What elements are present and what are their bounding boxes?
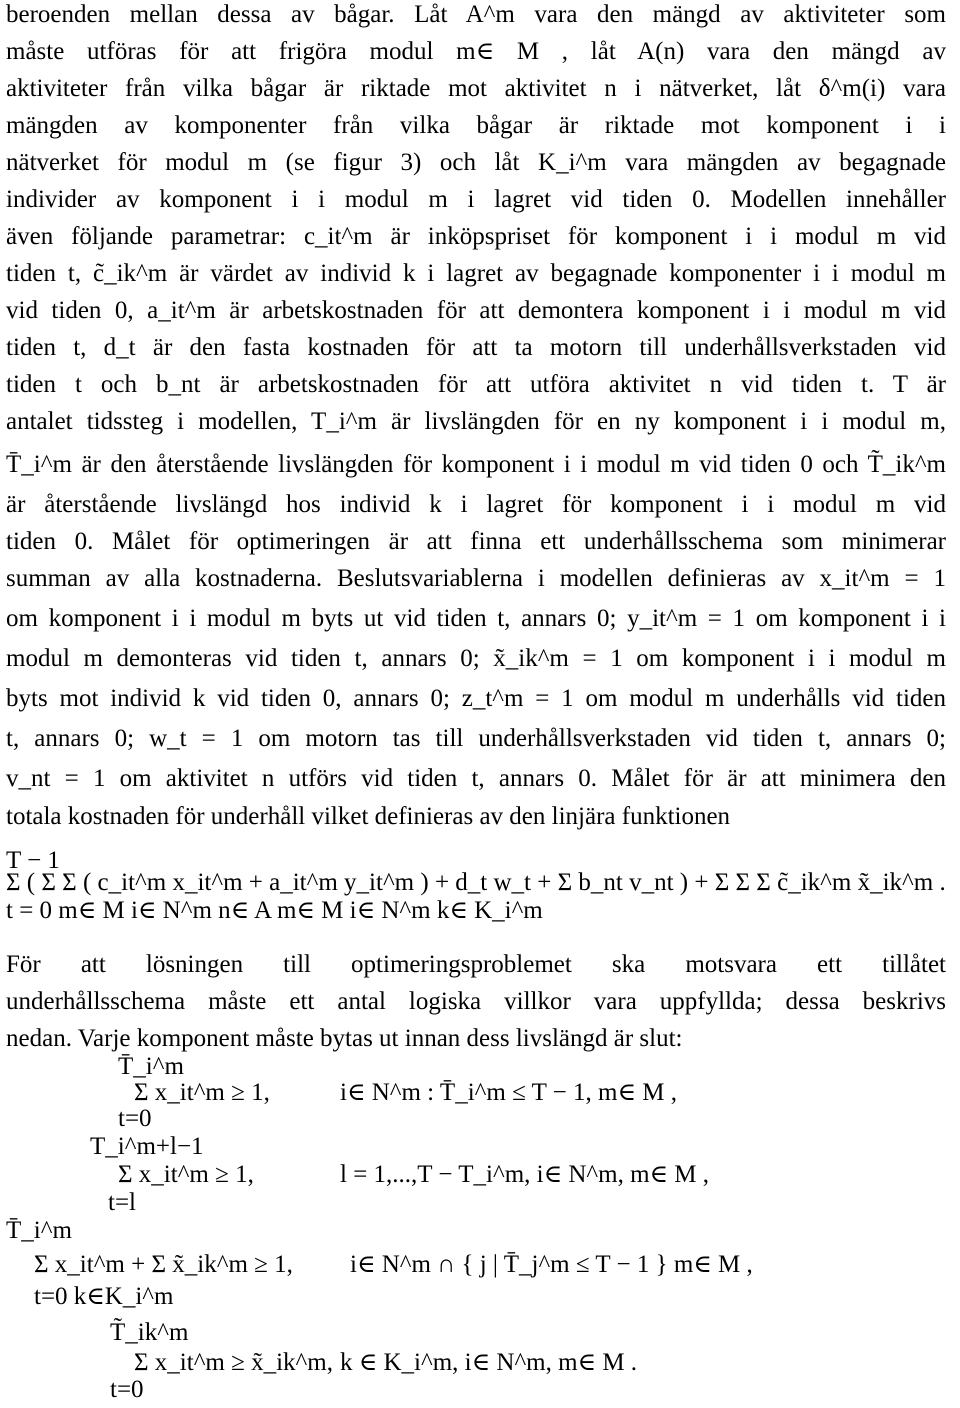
text-line: v_nt = 1 om aktivitet n utförs vid tiden t, annars 0. Målet för är att minimera den [6,765,946,792]
text-line: nätverket för modul m (se figur 3) och låt K_i^m vara mängden av begagnade [6,149,946,176]
text-line: underhållsschema måste ett antal logiska villkor vara uppfyllda; dessa beskrivs [6,988,946,1015]
objective-body: Σ ( Σ Σ ( c_it^m x_it^m + a_it^m y_it^m ) + d_t w_t + Σ b_nt v_nt ) + Σ Σ Σ c̃_ik^m x̃_ik^m . [6,869,946,896]
constraint-expression: Σ x_it^m ≥ x̃_ik^m, [134,1349,333,1376]
text-line: nedan. Varje komponent måste bytas ut innan dess livslängd är slut: [6,1025,683,1052]
text-line: byts mot individ k vid tiden 0, annars 0; z_t^m = 1 om modul m underhålls vid tiden [6,685,946,712]
constraint-domain: i∈ N^m ∩ { j | T̄_j^m ≤ T − 1 } m∈ M , [350,1251,753,1278]
text-line: totala kostnaden för underhåll vilket definieras av den linjära funktionen [6,803,731,830]
constraint-expression: Σ x_it^m ≥ 1, [118,1161,254,1188]
constraint-expression: Σ x_it^m ≥ 1, [134,1079,270,1106]
constraint-domain: k ∈ K_i^m, i∈ N^m, m∈ M . [340,1349,638,1376]
constraint-expression: Σ x_it^m + Σ x̃_ik^m ≥ 1, [34,1251,293,1278]
constraint-upper-limit: T̄_i^m [6,1217,72,1244]
text-line: tiden t, d_t är den fasta kostnaden för att ta motorn till underhållsverkstaden vid [6,334,946,361]
text-line: För att lösningen till optimeringsproblemet ska motsvara ett tillåtet [6,951,946,978]
text-line: tiden t, c̃_ik^m är värdet av individ k i lagret av begagnade komponenter i i modul m [6,260,946,287]
constraint-upper-limit: T̃_ik^m [110,1319,189,1346]
constraint-domain: i∈ N^m : T̄_i^m ≤ T − 1, m∈ M , [340,1079,677,1106]
text-line: modul m demonteras vid tiden t, annars 0; x̃_ik^m = 1 om komponent i i modul m [6,645,946,672]
text-line: tiden 0. Målet för optimeringen är att finna ett underhållsschema som minimerar [6,528,946,555]
text-line: även följande parametrar: c_it^m är inköpspriset för komponent i i modul m vid [6,223,946,250]
constraint-lower-limit: t=l [108,1189,136,1216]
text-line: om komponent i i modul m byts ut vid tiden t, annars 0; y_it^m = 1 om komponent i i [6,605,946,632]
text-line: antalet tidssteg i modellen, T_i^m är livslängden för en ny komponent i i modul m, [6,408,946,435]
text-line: är återstående livslängd hos individ k i lagret för komponent i i modul m vid [6,491,946,518]
constraint-lower-limit: t=0 k∈K_i^m [34,1283,174,1310]
text-line: mängden av komponenter från vilka bågar är riktade mot komponent i i [6,112,946,139]
objective-summation-indices: t = 0 m∈ M i∈ N^m n∈ A m∈ M i∈ N^m k∈ K_i^m [6,897,543,924]
constraint-upper-limit: T̄_i^m [118,1053,184,1080]
objective-upper-limit: T − 1 [6,847,60,874]
text-line: tiden t och b_nt är arbetskostnaden för att utföra aktivitet n vid tiden t. T är [6,371,946,398]
constraint-domain: l = 1,...,T − T_i^m, i∈ N^m, m∈ M , [340,1161,710,1188]
text-line: summan av alla kostnaderna. Beslutsvariablerna i modellen definieras av x_it^m = 1 [6,565,946,592]
constraint-lower-limit: t=0 [118,1105,152,1132]
text-line: vid tiden 0, a_it^m är arbetskostnaden för att demontera komponent i i modul m vid [6,297,946,324]
text-line: måste utföras för att frigöra modul m∈ M , låt A(n) vara den mängd av [6,38,946,65]
text-line: individer av komponent i i modul m i lagret vid tiden 0. Modellen innehåller [6,186,946,213]
text-line: T̄_i^m är den återstående livslängden för komponent i i modul m vid tiden 0 och T̃_ik^m [6,451,946,478]
constraint-upper-limit: T_i^m+l−1 [90,1133,204,1160]
text-line: aktiviteter från vilka bågar är riktade mot aktivitet n i nätverket, låt δ^m(i) vara [6,75,946,102]
text-line: t, annars 0; w_t = 1 om motorn tas till underhållsverkstaden vid tiden t, annars 0; [6,725,946,752]
constraint-lower-limit: t=0 [110,1376,144,1403]
text-line: beroenden mellan dessa av bågar. Låt A^m vara den mängd av aktiviteter som [6,1,946,28]
